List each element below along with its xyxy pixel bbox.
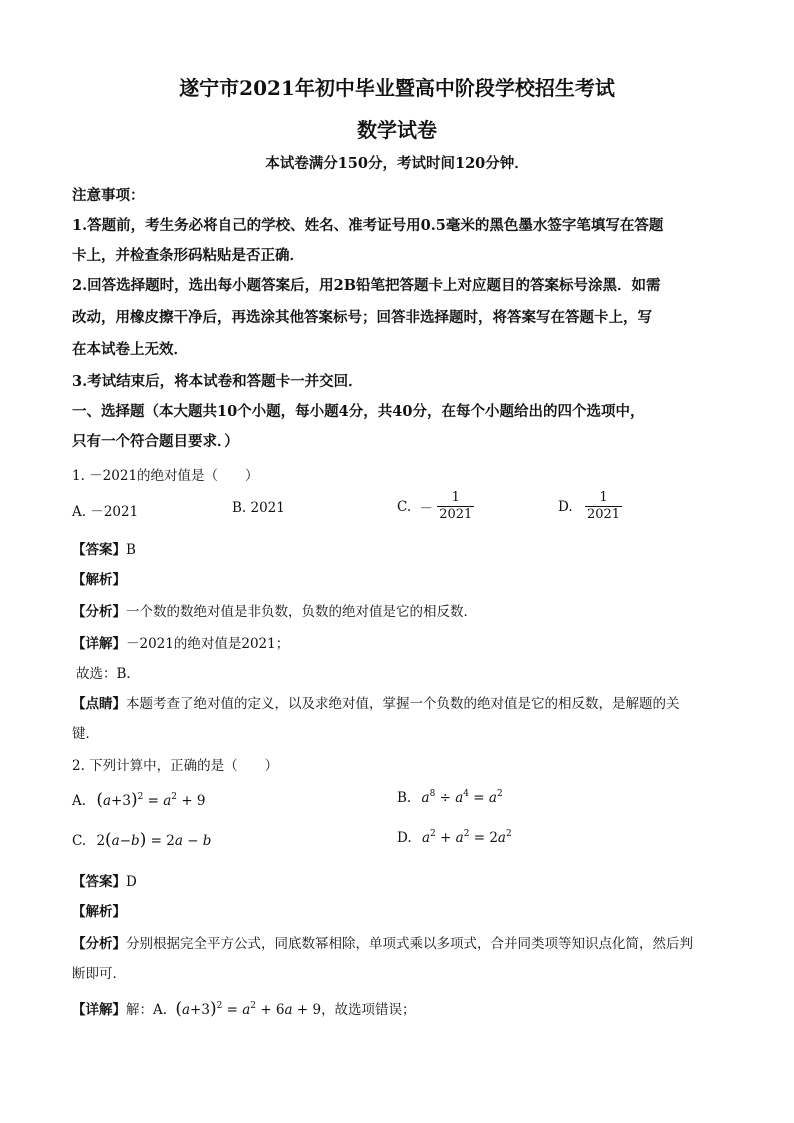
option-a-formula: $(a+3)^2 = a^2 + 9$ xyxy=(96,790,206,810)
option-b-label: B. xyxy=(397,790,412,806)
question-2-xiangjie xyxy=(72,998,416,1019)
option-d-label: D. xyxy=(558,498,573,515)
fraction-denominator: 2021 xyxy=(439,507,473,522)
exam-info: 本试卷满分150分，考试时间120分钟． xyxy=(265,155,529,172)
answer-tag: 【答案】 xyxy=(72,874,126,890)
dianjing-tag: 【点睛】 xyxy=(72,696,126,712)
notice-item-2-line-3: 在本试卷上无效． xyxy=(72,341,188,358)
question-1-answer xyxy=(72,538,136,558)
xiangjie-formula: $(a+3)^2 = a^2 + 6a + 9$ xyxy=(175,999,322,1019)
exam-title: 遂宁市2021年初中毕业暨高中阶段学校招生考试 xyxy=(179,76,615,100)
option-c-formula: 2(a−b) = 2a − b xyxy=(96,830,212,850)
question-2-fenxi-line-2: 断即可． xyxy=(72,966,126,982)
fraction-numerator: 1 xyxy=(451,490,460,505)
question-1-option-a: A. －2021 xyxy=(72,504,139,520)
xiangjie-suffix: ，故选项错误； xyxy=(321,1002,416,1018)
question-1-analysis-tag: 【解析】 xyxy=(72,572,126,588)
question-1-dianjing-line-2: 键． xyxy=(72,726,99,742)
answer-value: D xyxy=(126,874,137,890)
option-c-label: C. xyxy=(72,833,87,849)
question-2-option-a xyxy=(72,790,206,810)
fraction-numerator: 1 xyxy=(599,490,608,505)
question-1-guxuan: 故选：B． xyxy=(76,666,140,682)
question-1-xiangjie xyxy=(72,632,289,652)
question-1-stem: 1. －2021的绝对值是（ ） xyxy=(72,468,259,484)
question-1-dianjing-line-1 xyxy=(72,692,680,712)
question-2-option-c xyxy=(72,830,211,850)
question-1-fenxi xyxy=(72,600,477,620)
section-1-heading-line-2: 只有一个符合题目要求．） xyxy=(72,433,239,450)
question-2-analysis-tag: 【解析】 xyxy=(72,904,126,920)
question-1-option-d xyxy=(558,490,622,523)
notice-heading: 注意事项： xyxy=(72,187,145,204)
option-c-minus-sign: － xyxy=(419,500,433,517)
answer-tag: 【答案】 xyxy=(72,542,126,558)
fenxi-tag: 【分析】 xyxy=(72,936,126,952)
option-c-label: C. xyxy=(397,498,412,515)
paper-subtitle: 数学试卷 xyxy=(357,118,437,142)
question-2-answer xyxy=(72,870,137,890)
question-2-stem: 2. 下列计算中，正确的是（ ） xyxy=(72,758,279,774)
notice-item-1-line-1: 1.答题前，考生务必将自己的学校、姓名、准考证号用0.5毫米的黑色墨水签字笔填写在答题 xyxy=(72,217,664,234)
notice-item-2-line-1: 2.回答选择题时，选出每小题答案后，用2B铅笔把答题卡上对应题目的答案标号涂黑．如需 xyxy=(72,277,661,294)
section-1-heading-line-1: 一、选择题（本大题共10个小题，每小题4分，共40分，在每个小题给出的四个选项中， xyxy=(72,403,645,420)
notice-item-1-line-2: 卡上，并检查条形码粘贴是否正确． xyxy=(72,247,304,264)
xiangjie-tag: 【详解】 xyxy=(72,636,126,652)
question-2-option-b xyxy=(397,790,503,806)
fenxi-tag: 【分析】 xyxy=(72,604,126,620)
option-d-fraction xyxy=(585,490,622,523)
fenxi-text: 一个数的数绝对值是非负数，负数的绝对值是它的相反数． xyxy=(126,604,477,620)
question-1-option-c xyxy=(397,490,474,523)
answer-value: B xyxy=(126,542,136,558)
fraction-denominator: 2021 xyxy=(586,507,621,522)
dianjing-text: 本题考查了绝对值的定义，以及求绝对值，掌握一个负数的绝对值是它的相反数，是解题的关 xyxy=(126,696,680,712)
question-2-fenxi-line-1 xyxy=(72,932,693,952)
notice-item-3: 3.考试结束后，将本试卷和答题卡一并交回． xyxy=(72,373,363,390)
xiangjie-text: －2021的绝对值是2021； xyxy=(126,636,290,652)
option-c-fraction xyxy=(437,490,474,523)
question-2-option-d xyxy=(397,830,512,846)
option-b-formula: $a^8 \div a^4 = a^2$ xyxy=(421,789,503,806)
option-d-label: D. xyxy=(397,830,412,846)
option-a-label: A. xyxy=(72,793,87,809)
fenxi-text: 分别根据完全平方公式，同底数幂相除，单项式乘以多项式，合并同类项等知识点化简，然后判 xyxy=(126,936,693,952)
notice-item-2-line-2: 改动，用橡皮擦干净后，再选涂其他答案标号；回答非选择题时，将答案写在答题卡上，写 xyxy=(72,309,652,326)
question-1-option-b: B. 2021 xyxy=(232,500,285,516)
option-d-formula: $a^2 + a^2 = 2a^2$ xyxy=(421,829,512,846)
xiangjie-tag: 【详解】 xyxy=(72,1002,126,1018)
xiangjie-prefix: 解：A. xyxy=(126,1002,168,1018)
